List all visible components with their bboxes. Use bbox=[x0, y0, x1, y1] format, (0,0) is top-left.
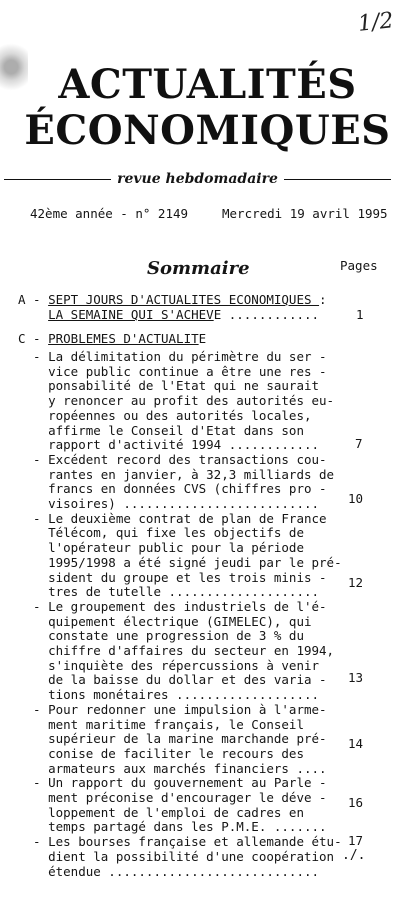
toc-page-number: 13 bbox=[348, 670, 364, 685]
toc-line: ropéennes ou des autorités locales, bbox=[18, 407, 312, 423]
toc-line: constate une progression de 3 % du bbox=[18, 628, 304, 644]
toc-line: l'opérateur public pour la période bbox=[18, 540, 304, 556]
right-rule bbox=[284, 179, 391, 180]
toc-page-number: 7 bbox=[355, 436, 363, 451]
toc-line: dient la possibilité d'une coopération bbox=[18, 848, 335, 864]
issue-info: 42ème année - n° 2149 bbox=[30, 206, 189, 221]
toc-line: quipement électrique (GIMELEC), qui bbox=[18, 613, 312, 629]
toc-page-number: 14 bbox=[348, 736, 364, 751]
toc-line: - Le deuxième contrat de plan de France bbox=[18, 510, 327, 526]
toc-line: tions monétaires ................... bbox=[18, 687, 320, 703]
subtitle-row bbox=[4, 171, 391, 187]
toc-line: temps partagé dans les P.M.E. ....... bbox=[18, 819, 327, 835]
toc-line: ment maritime français, le Conseil bbox=[18, 716, 304, 732]
toc-line: LA SEMAINE QUI S'ACHEVE ............ bbox=[48, 307, 320, 322]
toc-page-number: 17 bbox=[348, 833, 364, 848]
masthead bbox=[0, 62, 415, 154]
toc-heading-text: PROBLEMES D'ACTUALIT bbox=[48, 331, 199, 346]
toc-line: - Les bourses française et allemande étu- bbox=[18, 834, 342, 850]
toc-line: tres de tutelle .................... bbox=[18, 584, 320, 600]
handwritten-page-note: 1/2 bbox=[356, 8, 395, 37]
toc-page-number: 12 bbox=[348, 575, 364, 590]
toc-heading-text: SEPT JOURS D'ACTUALITES ECONOMIQUES bbox=[48, 292, 320, 307]
toc-line: A - SEPT JOURS D'ACTUALITES ECONOMIQUES : bbox=[18, 292, 327, 307]
toc-line: loppement de l'emploi de cadres en bbox=[18, 804, 304, 820]
toc-line: visoires) .......................... bbox=[18, 496, 320, 511]
issue-date: Mercredi 19 avril 1995 bbox=[222, 206, 388, 221]
toc-line: s'inquiète des répercussions à venir bbox=[18, 657, 320, 673]
toc-line: - Pour redonner une impulsion à l'arme- bbox=[18, 701, 327, 717]
toc-line: sident du groupe et les trois minis - bbox=[18, 569, 327, 585]
toc-line: - La délimitation du périmètre du ser - bbox=[18, 349, 327, 364]
toc-line: 1995/1998 a été signé jeudi par le pré- bbox=[18, 554, 342, 570]
toc-line: francs en données CVS (chiffres pro - bbox=[18, 481, 327, 497]
toc-page-number: 10 bbox=[348, 491, 364, 506]
masthead-line-2: ÉCONOMIQUES bbox=[24, 107, 391, 154]
summary-title: Sommaire bbox=[147, 258, 250, 279]
pages-header: Pages bbox=[340, 258, 378, 273]
toc-line: rapport d'activité 1994 ............ bbox=[18, 437, 320, 453]
toc-line: vice public continue a être une res - bbox=[18, 363, 327, 379]
continuation-mark: ./. bbox=[342, 848, 366, 863]
toc-line: ment préconise d'encourager le déve - bbox=[18, 790, 327, 805]
toc-line: conise de faciliter le recours des bbox=[18, 745, 304, 761]
toc-line: chiffre d'affaires du secteur en 1994, bbox=[18, 643, 335, 658]
toc-line: - Le groupement des industriels de l'é- bbox=[18, 598, 327, 614]
masthead-line-1: ACTUALITÉS bbox=[58, 61, 357, 108]
toc-line: supérieur de la marine marchande pré- bbox=[18, 731, 327, 747]
toc-line: rantes en janvier, à 32,3 milliards de bbox=[18, 466, 335, 482]
toc-line: - Un rapport du gouvernement au Parle - bbox=[18, 775, 327, 791]
toc-heading-text: LA SEMAINE QUI S'ACHEV bbox=[48, 307, 214, 322]
subtitle: revue hebdomadaire bbox=[117, 171, 278, 187]
toc-line: Télécom, qui fixe les objectifs de bbox=[18, 525, 304, 541]
toc-line: - Excédent record des transactions cou- bbox=[18, 451, 327, 467]
toc-line: étendue ............................ bbox=[18, 863, 320, 879]
toc-line: armateurs aux marchés financiers .... bbox=[18, 760, 327, 776]
toc-line: ponsabilité de l'Etat qui ne saurait bbox=[18, 378, 320, 394]
toc-page-number: 16 bbox=[348, 795, 364, 810]
toc-line: affirme le Conseil d'Etat dans son bbox=[18, 422, 304, 438]
left-rule bbox=[4, 179, 111, 180]
toc-line: C - PROBLEMES D'ACTUALITE bbox=[18, 331, 207, 346]
toc-page-number: 1 bbox=[356, 307, 364, 322]
toc-line: de la baisse du dollar et des varia - bbox=[18, 672, 327, 688]
toc-line: y renoncer au profit des autorités eu- bbox=[18, 393, 335, 409]
